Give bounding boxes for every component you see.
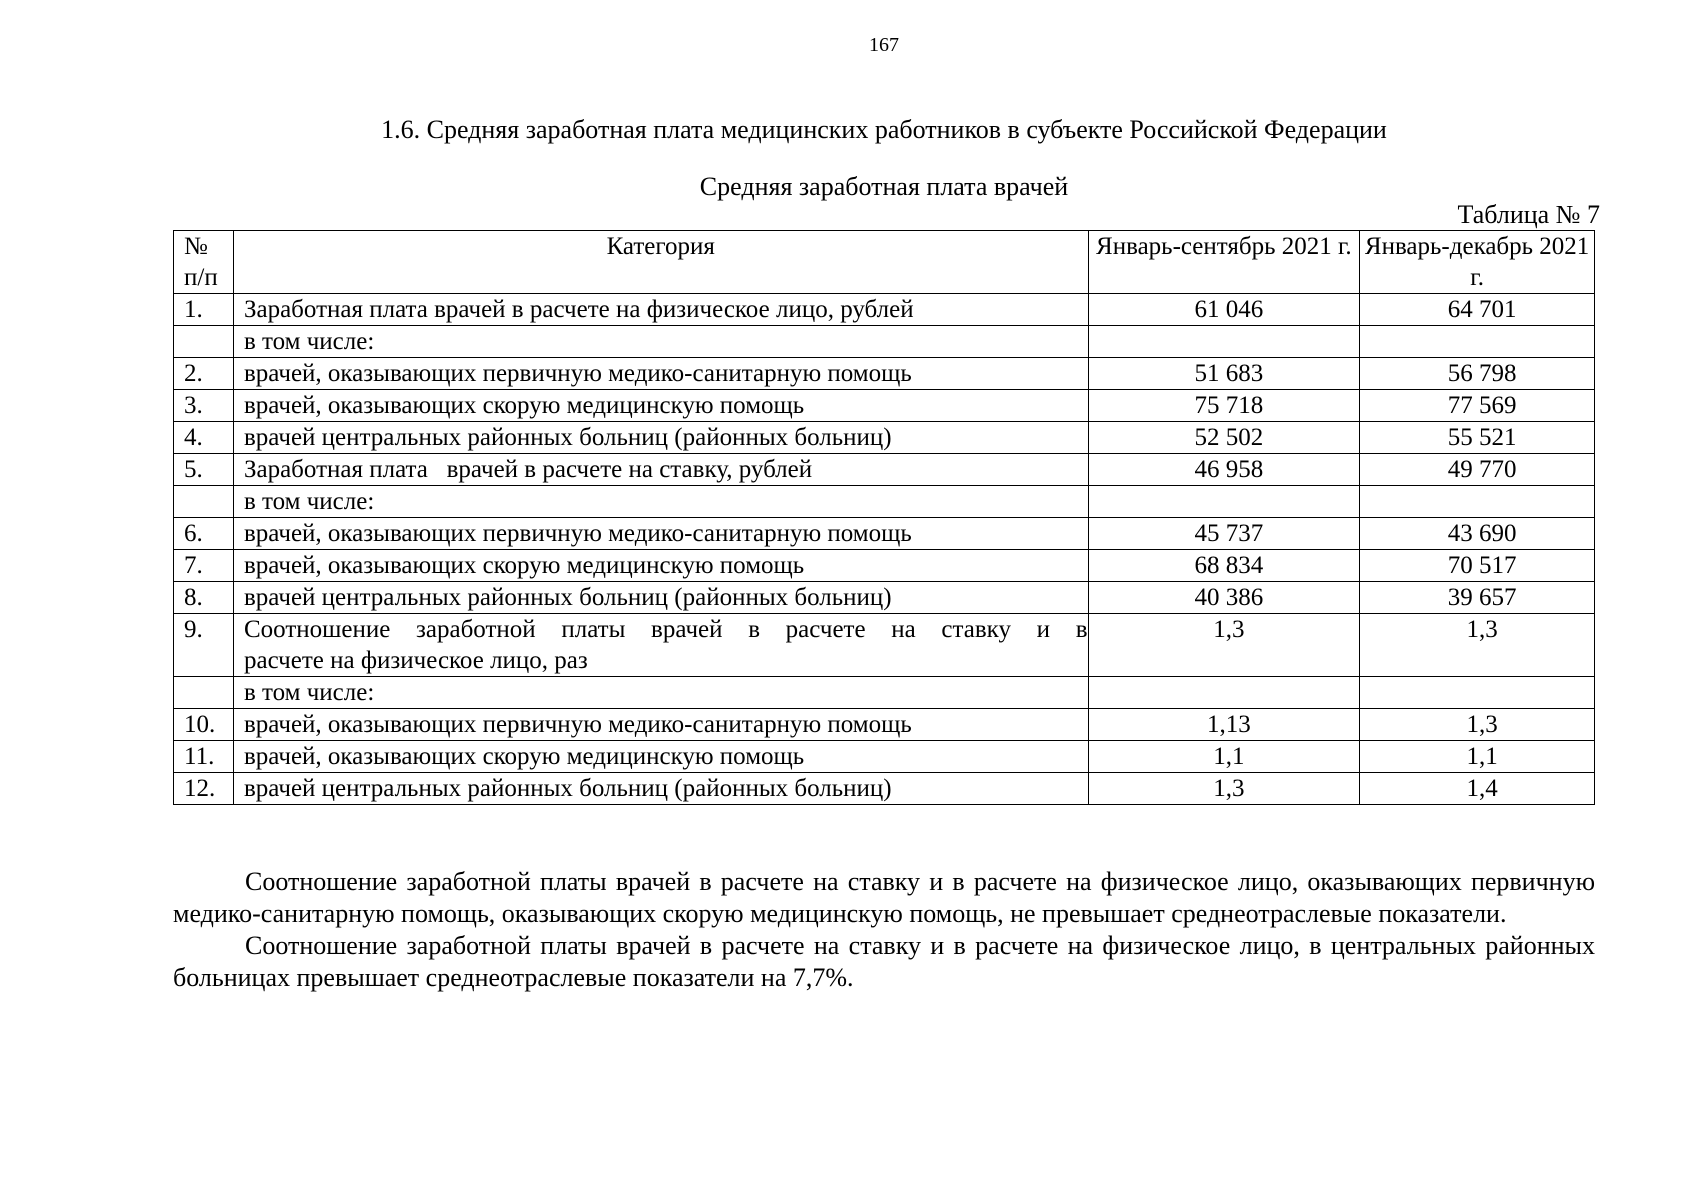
row-value-period2: 70 517 bbox=[1360, 550, 1595, 582]
table-row bbox=[174, 709, 1595, 741]
header-num: № п/п bbox=[174, 231, 234, 294]
row-value-period1 bbox=[1088, 326, 1360, 358]
row-value-period1: 1,1 bbox=[1088, 741, 1360, 773]
row-category: врачей, оказывающих скорую медицинскую помощь bbox=[233, 550, 1088, 582]
table-label: Таблица № 7 bbox=[1457, 200, 1600, 229]
table-row bbox=[174, 582, 1595, 614]
row-num: 3. bbox=[174, 390, 234, 422]
header-category-label: Категория bbox=[606, 233, 715, 260]
row-num: 1. bbox=[174, 294, 234, 326]
table-row bbox=[174, 390, 1595, 422]
row-category: врачей центральных районных больниц (районных больниц) bbox=[233, 773, 1088, 805]
row-num bbox=[174, 486, 234, 518]
page-number: 167 bbox=[869, 34, 899, 56]
row-num: 6. bbox=[174, 518, 234, 550]
row-category: Заработная плата врачей в расчете на ставку, рублей bbox=[233, 454, 1088, 486]
row-value-period1: 1,3 bbox=[1088, 773, 1360, 805]
table-row bbox=[174, 486, 1595, 518]
table-header-row bbox=[174, 231, 1595, 294]
row-value-period1: 46 958 bbox=[1088, 454, 1360, 486]
row-value-period1: 51 683 bbox=[1088, 358, 1360, 390]
table-row bbox=[174, 677, 1595, 709]
row-num: 10. bbox=[174, 709, 234, 741]
table-row bbox=[174, 518, 1595, 550]
table-row bbox=[174, 614, 1595, 677]
row-num: 9. bbox=[174, 614, 234, 677]
table-row bbox=[174, 741, 1595, 773]
row-value-period2 bbox=[1360, 486, 1595, 518]
row-value-period1: 61 046 bbox=[1088, 294, 1360, 326]
row-value-period1: 40 386 bbox=[1088, 582, 1360, 614]
row-value-period2: 39 657 bbox=[1360, 582, 1595, 614]
table-row bbox=[174, 422, 1595, 454]
row-value-period1: 75 718 bbox=[1088, 390, 1360, 422]
notes bbox=[173, 866, 1595, 994]
note-paragraph-2: Соотношение заработной платы врачей в расчете на ставку и в расчете на физическое лицо, в центральных районных больницах превышает среднеотраслевые показатели на 7,7%. bbox=[173, 931, 1595, 992]
row-value-period2 bbox=[1360, 326, 1595, 358]
row-category: врачей, оказывающих первичную медико-санитарную помощь bbox=[233, 709, 1088, 741]
row-category: в том числе: bbox=[233, 677, 1088, 709]
row-num: 11. bbox=[174, 741, 234, 773]
row-value-period1: 45 737 bbox=[1088, 518, 1360, 550]
row-value-period2: 77 569 bbox=[1360, 390, 1595, 422]
row-value-period1: 1,3 bbox=[1088, 614, 1360, 677]
table-subtitle: Средняя заработная плата врачей bbox=[699, 172, 1069, 201]
row-value-period1 bbox=[1088, 677, 1360, 709]
note-paragraph-1: Соотношение заработной платы врачей в расчете на ставку и в расчете на физическое лицо, оказывающих первичную медико-санитарную помощь, оказывающих скорую медицинскую помощь, не превышает среднеотраслевые показатели. bbox=[173, 867, 1595, 928]
table-row bbox=[174, 550, 1595, 582]
row-category bbox=[233, 614, 1088, 677]
row-value-period1: 52 502 bbox=[1088, 422, 1360, 454]
row-value-period1: 1,13 bbox=[1088, 709, 1360, 741]
table-row bbox=[174, 454, 1595, 486]
table-row bbox=[174, 773, 1595, 805]
header-category bbox=[233, 231, 1088, 294]
row-category: врачей, оказывающих первичную медико-санитарную помощь bbox=[233, 358, 1088, 390]
row-value-period2: 1,1 bbox=[1360, 741, 1595, 773]
salary-table bbox=[173, 230, 1595, 805]
row-num bbox=[174, 677, 234, 709]
row-num: 5. bbox=[174, 454, 234, 486]
table-row bbox=[174, 294, 1595, 326]
row-value-period2 bbox=[1360, 677, 1595, 709]
row-value-period1 bbox=[1088, 486, 1360, 518]
row-num: 2. bbox=[174, 358, 234, 390]
section-title: 1.6. Средняя заработная плата медицинских работников в субъекте Российской Федерации bbox=[381, 115, 1387, 144]
row-category: Заработная плата врачей в расчете на физическое лицо, рублей bbox=[233, 294, 1088, 326]
row-value-period2: 1,4 bbox=[1360, 773, 1595, 805]
row-num: 7. bbox=[174, 550, 234, 582]
row-category-line1: Соотношение заработной платы врачей в расчете на ставку и в bbox=[243, 616, 1088, 643]
row-category: врачей, оказывающих первичную медико-санитарную помощь bbox=[233, 518, 1088, 550]
row-value-period2: 43 690 bbox=[1360, 518, 1595, 550]
row-value-period2: 49 770 bbox=[1360, 454, 1595, 486]
table-row bbox=[174, 358, 1595, 390]
row-value-period2: 56 798 bbox=[1360, 358, 1595, 390]
row-value-period2: 64 701 bbox=[1360, 294, 1595, 326]
row-category: врачей, оказывающих скорую медицинскую помощь bbox=[233, 741, 1088, 773]
row-value-period2: 1,3 bbox=[1360, 614, 1595, 677]
table-row bbox=[174, 326, 1595, 358]
row-value-period2: 1,3 bbox=[1360, 709, 1595, 741]
row-category: врачей центральных районных больниц (районных больниц) bbox=[233, 422, 1088, 454]
row-value-period2: 55 521 bbox=[1360, 422, 1595, 454]
header-period2: Январь-декабрь 2021 г. bbox=[1360, 231, 1595, 294]
row-category: в том числе: bbox=[233, 486, 1088, 518]
row-num bbox=[174, 326, 234, 358]
row-category: врачей, оказывающих скорую медицинскую помощь bbox=[233, 390, 1088, 422]
row-value-period1: 68 834 bbox=[1088, 550, 1360, 582]
row-num: 12. bbox=[174, 773, 234, 805]
row-num: 4. bbox=[174, 422, 234, 454]
row-num: 8. bbox=[174, 582, 234, 614]
header-period1: Январь-сентябрь 2021 г. bbox=[1088, 231, 1360, 294]
row-category-line2: расчете на физическое лицо, раз bbox=[243, 647, 588, 674]
row-category: врачей центральных районных больниц (районных больниц) bbox=[233, 582, 1088, 614]
row-category: в том числе: bbox=[233, 326, 1088, 358]
